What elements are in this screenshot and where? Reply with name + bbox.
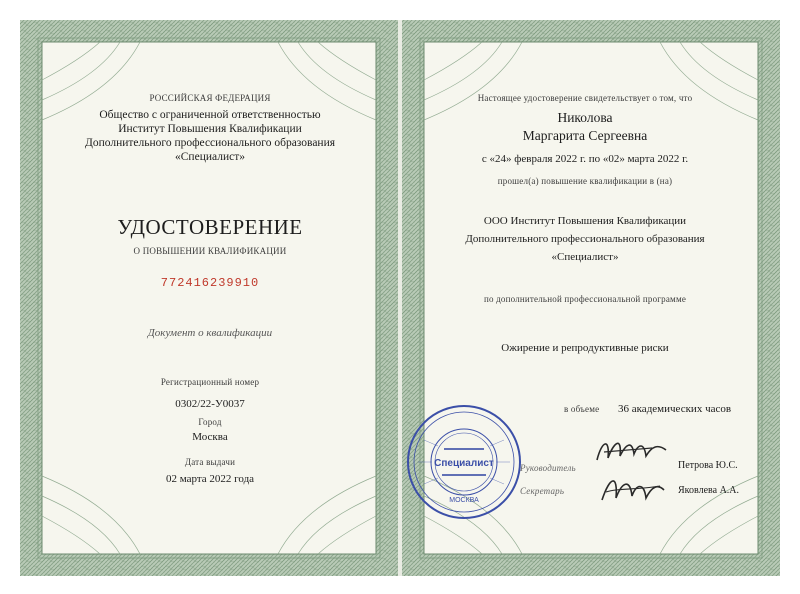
program-label: по дополнительной профессиональной программе — [483, 294, 687, 304]
round-seal-stamp — [404, 402, 524, 522]
city-value: Москва — [192, 431, 228, 443]
program-name: Ожирение и репродуктивные риски — [501, 342, 669, 354]
head-name: Петрова Ю.С. — [678, 460, 738, 471]
stamp-city-text: МОСКВА — [449, 497, 479, 504]
head-signature — [592, 430, 672, 470]
certificate-document — [20, 20, 780, 576]
org-line-4: «Специалист» — [175, 151, 245, 163]
training-period: с «24» февраля 2022 г. по «02» марта 2022 г. — [481, 153, 689, 165]
secretary-signature — [598, 468, 668, 508]
secretary-name: Яковлева А.А. — [678, 485, 740, 496]
doc-subtitle: О ПОВЫШЕНИИ КВАЛИФИКАЦИИ — [133, 246, 287, 256]
certifies-text: Настоящее удостоверение свидетельствует о том, что — [477, 93, 693, 103]
serial-number: 772416239910 — [160, 276, 260, 290]
institution-line-3: «Специалист» — [551, 251, 619, 263]
reg-number-label: Регистрационный номер — [160, 377, 260, 387]
institution-line-1: ООО Институт Повышения Квалификации — [483, 215, 687, 227]
org-line-3: Дополнительного профессионального образования — [84, 137, 336, 149]
country-label: РОССИЙСКАЯ ФЕДЕРАЦИЯ — [149, 93, 271, 103]
secretary-label: Секретарь — [520, 486, 565, 496]
reg-number-value: 0302/22-У0037 — [175, 398, 245, 410]
stamp-center-text: Специалист — [434, 458, 494, 469]
head-label: Руководитель — [520, 463, 576, 473]
passed-text: прошел(а) повышение квалификации в (на) — [497, 176, 673, 186]
issue-date-label: Дата выдачи — [184, 457, 236, 467]
volume-value: 36 академических часов — [618, 403, 732, 415]
doc-type: Документ о квалификации — [147, 327, 273, 339]
city-label: Город — [198, 417, 222, 427]
doc-title: УДОСТОВЕРЕНИЕ — [117, 215, 303, 239]
org-line-1: Общество с ограниченной ответственностью — [99, 109, 321, 121]
recipient-surname: Николова — [557, 110, 613, 125]
issue-date-value: 02 марта 2022 года — [165, 473, 255, 485]
volume-label: в объеме — [564, 404, 600, 414]
org-line-2: Институт Повышения Квалификации — [118, 123, 302, 135]
institution-line-2: Дополнительного профессионального образования — [465, 233, 705, 245]
recipient-name: Маргарита Сергеевна — [522, 128, 648, 143]
